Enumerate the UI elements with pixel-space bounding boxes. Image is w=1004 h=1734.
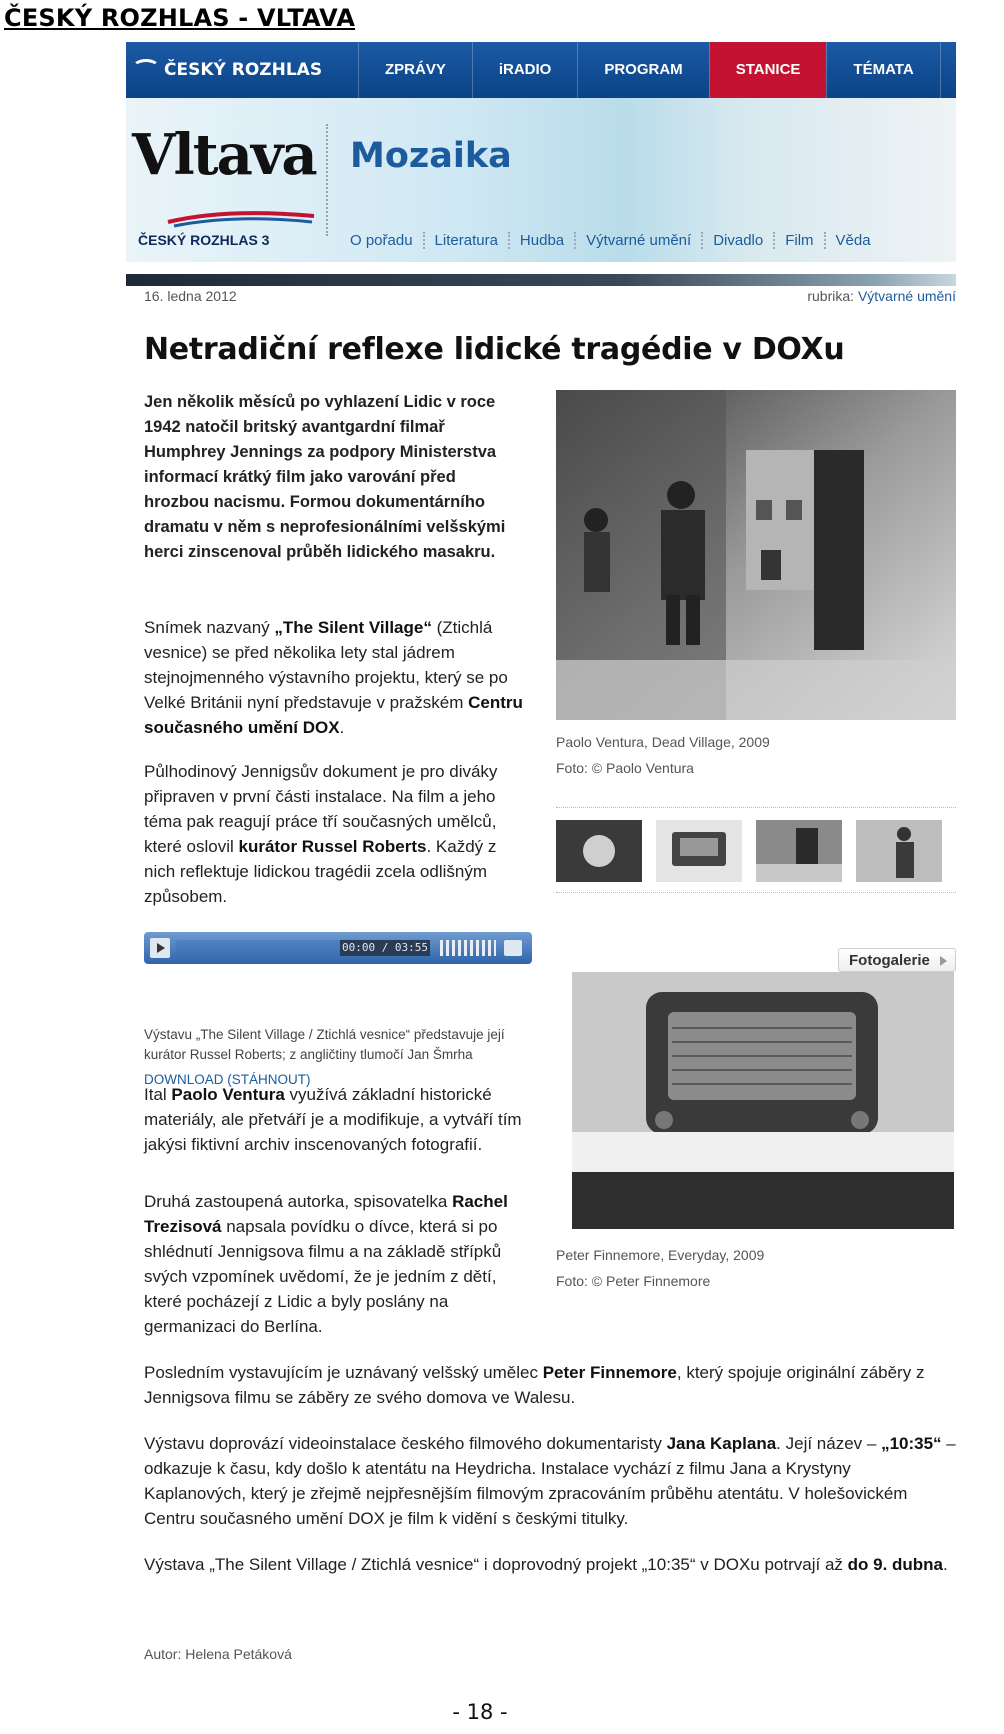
download-link[interactable]: DOWNLOAD (STÁHNOUT) [144,1072,311,1087]
rubric-label: rubrika: [807,288,855,304]
webpage-screenshot [126,42,979,1672]
text: Ital [144,1085,172,1104]
thumbnail-3[interactable] [756,820,842,882]
article-lead [144,390,524,565]
rozhlas-logo[interactable] [132,59,322,80]
subnav-o-poradu[interactable]: O pořadu [350,232,413,249]
text: – odkazuje k času, kdy došlo k atentátu na Heydricha. Instalace vychází z filmu Jana a Krystyny Kaplanových, který je zřejmě nejpřesnějším filmovým zpracováním průběhu atentátu. V holešovickém Centru současného umění DOX je film k vidění s českými titulky. [144,1434,956,1528]
artist-name: Paolo Ventura [171,1085,285,1104]
divider [556,807,956,808]
text: Výstavu doprovází videoinstalace českého filmového dokumentaristy [144,1434,667,1453]
author-name: Rachel Trezisová [144,1192,508,1236]
article-headline: Netradiční reflexe lidické tragédie v DOXu [144,332,845,367]
rubric-link[interactable]: Výtvarné umění [857,288,956,304]
page-number: - 18 - [452,1700,508,1724]
photo1-caption: Paolo Ventura, Dead Village, 2009 [556,734,770,750]
speaker-icon[interactable] [504,940,522,956]
tab-iradio[interactable]: iRADIO [472,42,578,98]
audio-player [144,932,532,964]
tab-zpravy[interactable]: ZPRÁVY [358,42,472,98]
gallery-button[interactable]: Fotogalerie [838,948,956,972]
gallery-thumbnails [556,820,956,882]
volume-bar[interactable] [440,940,496,956]
paragraph-6 [144,1431,956,1531]
nav-tabs [358,42,1004,98]
paragraph-1 [144,615,524,740]
installation-title: „10:35“ [881,1434,942,1453]
text: . Její název – [776,1434,882,1453]
venue-name: Centru současného umění DOX [144,693,523,737]
tab-program[interactable]: PROGRAM [577,42,708,98]
paragraph-3 [144,1082,524,1157]
paragraph-7 [144,1552,956,1577]
article-author: Autor: Helena Petáková [144,1646,292,1662]
text: Druhá zastoupená autorka, spisovatelka [144,1192,453,1211]
text: Výstava „The Silent Village / Ztichlá vesnice“ i doprovodný projekt „10:35“ v DOXu potrvají až [144,1555,848,1574]
subnav-literatura[interactable]: Literatura [423,232,508,249]
player-time: 00:00 / 03:55 [341,941,429,954]
top-navigation [126,42,979,98]
tab-o[interactable]: O [940,42,1004,98]
text: . Každý z nich reflektuje lidickou tragédii zcela odlišným způsobem. [144,837,497,906]
header-divider [326,124,328,236]
paragraph-5 [144,1360,956,1410]
paragraph-2 [144,759,524,909]
photo1-credit: Foto: © Paolo Ventura [556,760,694,776]
film-title: „The Silent Village“ [274,618,432,637]
seek-bar[interactable] [176,940,340,956]
subnav-veda[interactable]: Věda [824,232,881,249]
station-subtitle: ČESKÝ ROZHLAS 3 [138,232,270,248]
article-rubric [807,288,956,304]
text: . [339,718,345,737]
tab-stanice[interactable]: STANICE [709,42,827,98]
subnav-hudba[interactable]: Hudba [508,232,574,249]
artist-name: Peter Finnemore [542,1363,677,1382]
tab-temata[interactable]: TÉMATA [826,42,939,98]
wave-icon [132,59,160,77]
article-date: 16. ledna 2012 [144,288,237,304]
vltava-swoosh-icon [166,210,316,228]
thumbnail-4[interactable] [856,820,942,882]
text: Posledním vystavujícím je uznávaný velšský umělec [144,1363,543,1382]
document-title: ČESKÝ ROZHLAS - VLTAVA [4,4,356,32]
text: využívá základní historické materiály, ale přetváří je a modifikuje, a vytváří tím jakýsi fiktivní archiv inscenovaných fotografií. [144,1085,522,1154]
text: , který spojuje originální záběry z Jennigsova filmu se záběry ze svého domova ve Walesu. [144,1363,925,1407]
thumbnail-2[interactable] [656,820,742,882]
lead-text: Jen několik měsíců po vyhlazení Lidic v roce 1942 natočil britský avantgardní filmař Humphrey Jennings za podpory Ministerstva informací krátký film jako varování před hrozbou nacismu. Formou dokumentárního dramatu v něm s neprofesionálními velšskými herci zinscenoval průběh lidického masakru. [144,393,506,561]
text: (Ztichlá vesnice) se před několika lety stal jádrem stejnojmenného výstavního projektu, který se po Velké Británii nyní představuje v pražském [144,618,508,712]
text: napsala povídku o dívce, která si po shlédnutí Jennigsova filmu a na základě střípků svých vzpomínek uvědomí, že je jedním z dětí, které pocházejí z Lidic a byly poslány na germanizaci do Berlína. [144,1217,502,1336]
subnav-film[interactable]: Film [773,232,823,249]
text: . [943,1555,948,1574]
program-header [126,98,956,262]
text: Snímek nazvaný [144,618,275,637]
text: Půlhodinový Jennigsův dokument je pro diváky připraven v první části instalace. Na film a jeho téma pak reagují práce tří současných umělců, které oslovil [144,762,498,856]
director-name: Jana Kaplana [666,1434,777,1453]
curator-name: kurátor Russel Roberts [238,837,427,856]
logo-label: ČESKÝ ROZHLAS [164,60,323,80]
audio-caption: Výstavu „The Silent Village / Ztichlá vesnice“ představuje její kurátor Russel Roberts; z angličtiny tlumočí Jan Šmrha [144,1027,505,1062]
photo-dead-village[interactable] [556,390,956,720]
play-icon[interactable] [150,938,170,958]
end-date: do 9. dubna [847,1555,944,1574]
subnav-vytvarne-umeni[interactable]: Výtvarné umění [574,232,701,249]
paragraph-4 [144,1189,524,1339]
divider [556,892,956,893]
header-strip [126,274,956,286]
program-subnav [350,232,881,249]
subnav-divadlo[interactable]: Divadlo [701,232,773,249]
photo-everyday-radio[interactable] [572,972,954,1229]
vltava-logo[interactable]: Vltava [132,122,316,188]
thumbnail-1[interactable] [556,820,642,882]
photo2-credit: Foto: © Peter Finnemore [556,1273,711,1289]
program-title: Mozaika [350,136,512,176]
photo2-caption: Peter Finnemore, Everyday, 2009 [556,1247,765,1263]
